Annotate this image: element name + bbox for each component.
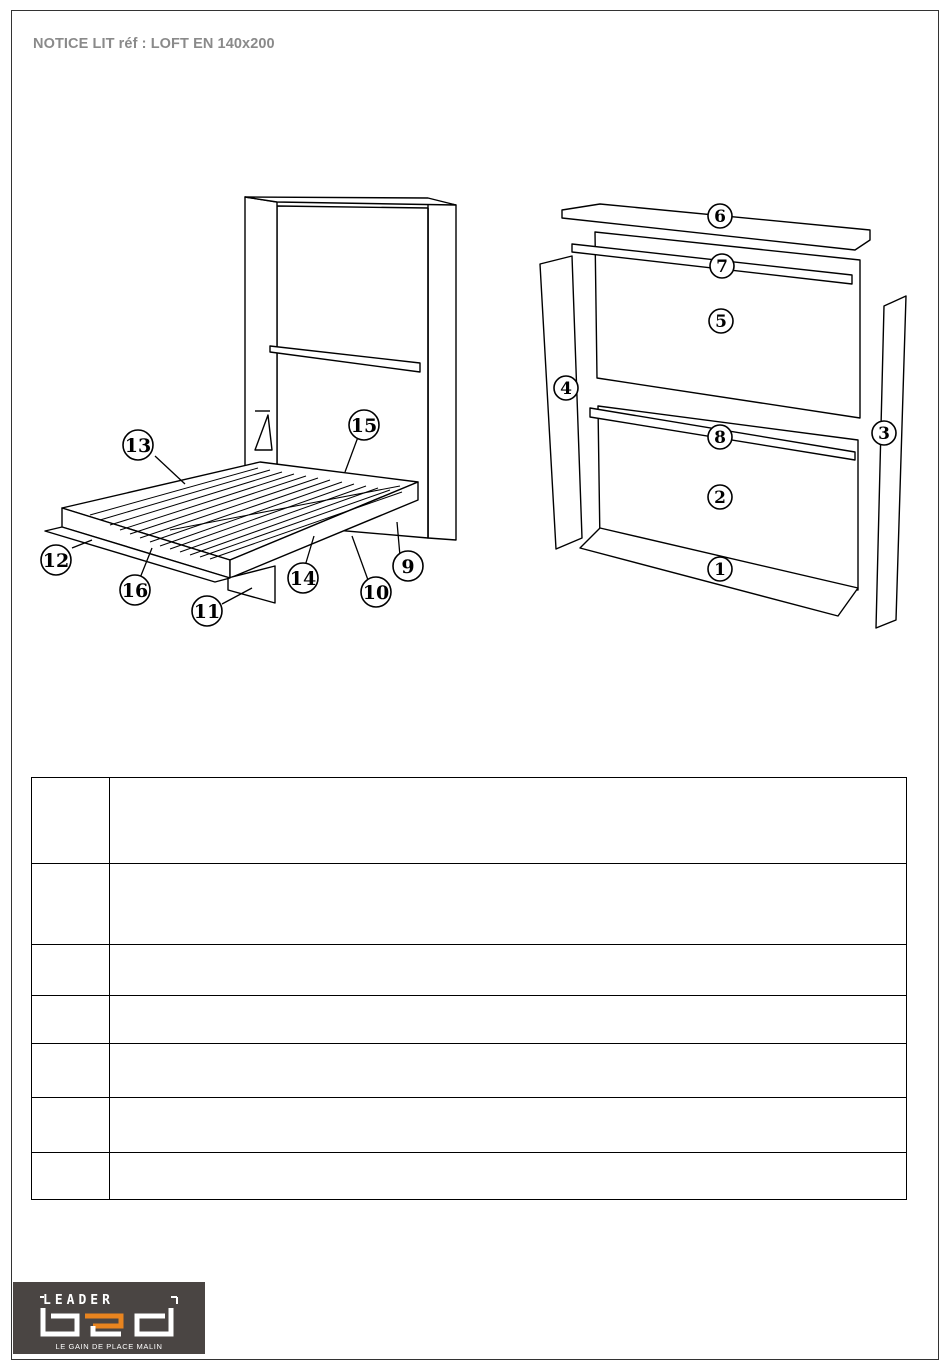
- part-number-cell: [32, 996, 110, 1044]
- part-number-cell: [32, 945, 110, 996]
- part-description-cell: [110, 996, 907, 1044]
- callout-16: [120, 575, 150, 605]
- table-row: [32, 1098, 907, 1153]
- callout-6-label: 6: [714, 207, 726, 227]
- callout-15: [349, 410, 379, 440]
- part-right-side: [876, 296, 906, 628]
- callout-1-label: 1: [714, 560, 726, 580]
- part-number-cell: [32, 1044, 110, 1098]
- callout-13: [123, 430, 153, 460]
- callout-8: [708, 425, 732, 449]
- callout-12-label: 12: [42, 550, 70, 572]
- logo-word-leader: LEADER: [43, 1293, 114, 1308]
- callout-2: [708, 485, 732, 509]
- part-description-cell: [110, 778, 907, 864]
- logo-tagline: LE GAIN DE PLACE MALIN: [55, 1342, 163, 1351]
- logo-mark: [13, 1282, 205, 1342]
- callout-12: [41, 545, 71, 575]
- callout-2-label: 2: [714, 488, 726, 508]
- part-number-cell: [32, 864, 110, 945]
- leader-bed-logo: [13, 1282, 205, 1354]
- callout-6: [708, 204, 732, 228]
- part-description-cell: [110, 1044, 907, 1098]
- callout-13-label: 13: [124, 435, 152, 457]
- part-description-cell: [110, 1153, 907, 1200]
- parts-table: [31, 777, 907, 1200]
- callout-11-label: 11: [193, 601, 221, 623]
- callout-11: [192, 596, 222, 626]
- callout-10: [361, 577, 391, 607]
- table-row: [32, 1153, 907, 1200]
- part-number-cell: [32, 778, 110, 864]
- callout-5: [709, 309, 733, 333]
- table-row: [32, 864, 907, 945]
- callout-7-label: 7: [716, 257, 728, 277]
- part-left-side: [540, 256, 582, 549]
- callout-8-label: 8: [714, 428, 726, 448]
- callout-1: [708, 557, 732, 581]
- part-description-cell: [110, 1098, 907, 1153]
- callout-16-label: 16: [121, 580, 149, 602]
- page-title: NOTICE LIT réf : LOFT EN 140x200: [33, 36, 275, 52]
- part-number-cell: [32, 1098, 110, 1153]
- callout-9: [393, 551, 423, 581]
- callout-4-label: 4: [560, 379, 572, 399]
- callout-10-label: 10: [362, 582, 390, 604]
- table-row: [32, 1044, 907, 1098]
- part-description-cell: [110, 945, 907, 996]
- table-row: [32, 945, 907, 996]
- part-number-cell: [32, 1153, 110, 1200]
- callout-15-label: 15: [350, 415, 378, 437]
- callout-3: [872, 421, 896, 445]
- callout-14-label: 14: [289, 568, 317, 590]
- table-row: [32, 996, 907, 1044]
- table-row: [32, 778, 907, 864]
- cabinet-right-side: [428, 200, 456, 540]
- part-description-cell: [110, 864, 907, 945]
- callout-7: [710, 254, 734, 278]
- callout-3-label: 3: [878, 424, 890, 444]
- callout-14: [288, 563, 318, 593]
- callout-5-label: 5: [715, 312, 727, 332]
- callout-9-label: 9: [401, 556, 415, 578]
- callout-4: [554, 376, 578, 400]
